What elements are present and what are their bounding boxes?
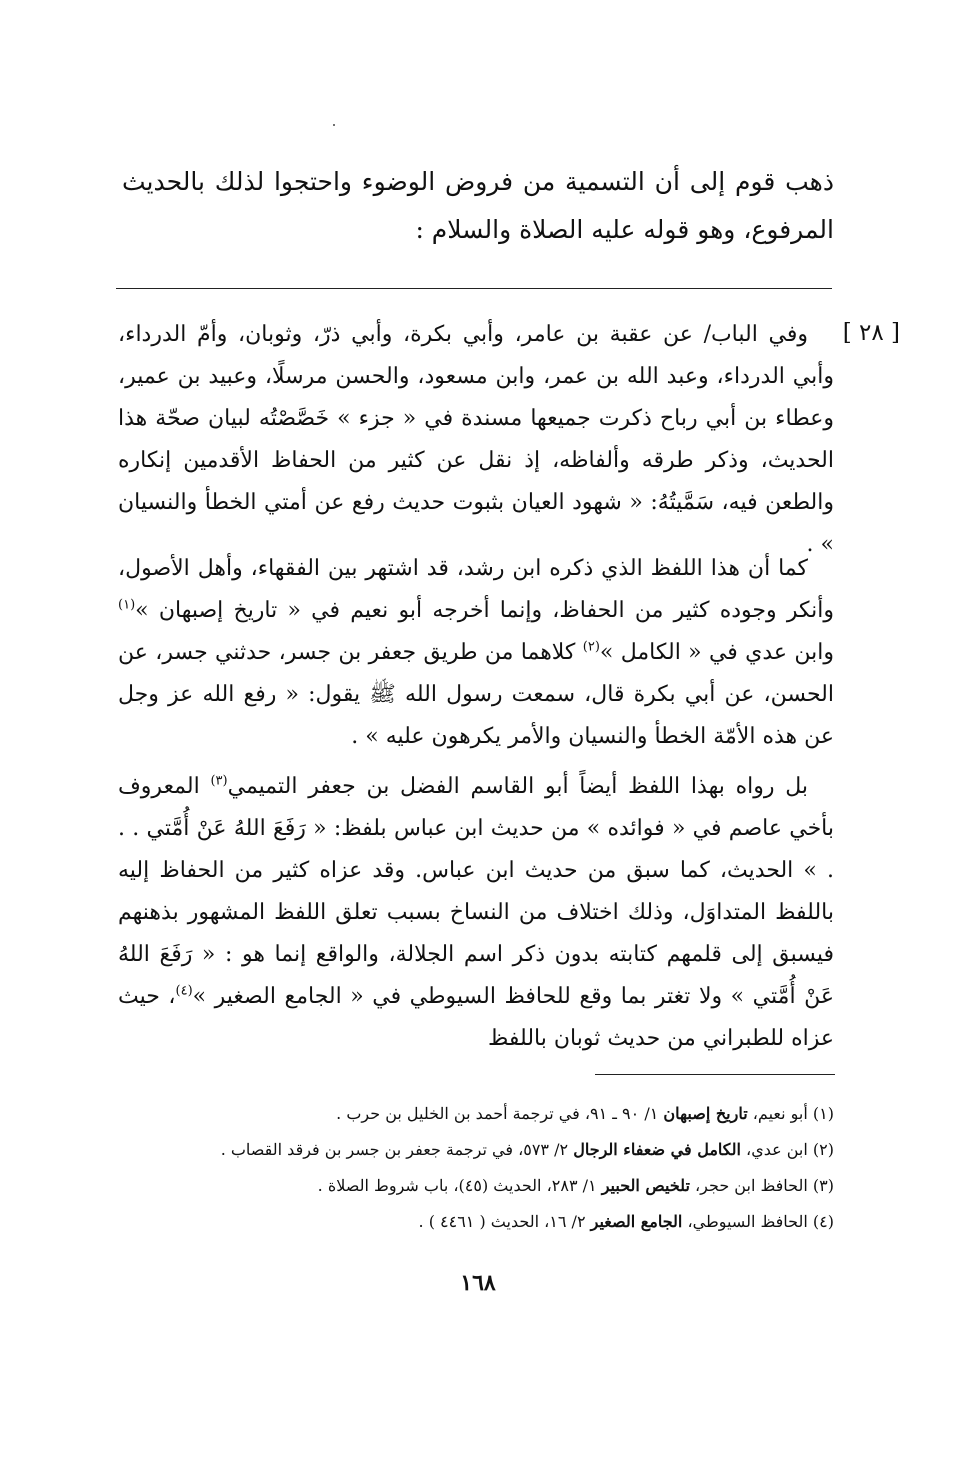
footnote-3-pre: (٣) الحافظ ابن حجر، — [689, 1176, 834, 1195]
section-divider — [116, 288, 832, 289]
footnote-ref-1: (١) — [118, 597, 136, 613]
footnote-3-title: تلخيص الحبير — [601, 1176, 690, 1195]
footnote-2-title: الكامل في ضعفاء الرجال — [573, 1140, 741, 1159]
hadith-number: [ ٢٨ ] — [842, 320, 900, 346]
intro-paragraph: ذهب قوم إلى أن التسمية من فروض الوضوء واحتجوا لذلك بالحديث المرفوع، وهو قوله عليه الصلاة والسلام : — [122, 167, 834, 244]
footnote-3 — [118, 1168, 834, 1204]
footnote-4-pre: (٤) الحافظ السيوطي، — [682, 1212, 834, 1231]
footnote-1-post: ١/ ٩٠ ـ ٩١، في ترجمة أحمد بن الخليل بن حرب . — [336, 1104, 664, 1123]
paragraph-3-text-c: ، حيث عزاه للطبراني من حديث ثوبان باللفظ — [118, 984, 834, 1051]
ink-speck — [333, 124, 335, 126]
footnote-4-title: الجامع الصغير — [590, 1212, 683, 1231]
footnotes — [118, 1096, 834, 1240]
footnote-divider — [595, 1074, 835, 1075]
footnote-ref-2: (٢) — [582, 639, 600, 655]
paragraph-3-text-a: بل رواه بهذا اللفظ أيضاً أبو القاسم الفضل بن جعفر التميمي — [227, 774, 808, 799]
footnote-2 — [118, 1132, 834, 1168]
footnote-1 — [118, 1096, 834, 1132]
paragraph-3 — [118, 766, 834, 1060]
footnote-2-post: ٢/ ٥٧٣، في ترجمة جعفر بن جسر بن فرقد القصاب . — [220, 1140, 574, 1159]
footnote-2-pre: (٢) ابن عدي، — [740, 1140, 834, 1159]
page-number: ١٦٨ — [460, 1270, 496, 1296]
footnote-ref-4: (٤) — [175, 983, 193, 999]
footnote-ref-3: (٣) — [210, 773, 228, 789]
paragraph-2-text-a: كما أن هذا اللفظ الذي ذكره ابن رشد، قد اشتهر بين الفقهاء، وأهل الأصول، وأنكر وجوده كثير من الحفاظ، وإنما أخرجه أبو نعيم في « تاريخ إصبهان » — [118, 556, 834, 623]
paragraph-1 — [118, 314, 834, 566]
footnote-4 — [118, 1204, 834, 1240]
paragraph-3-text-b: المعروف بأخي عاصم في « فوائده » من حديث ابن عباس بلفظ: « رَفَعَ اللهُ عَنْ أُمَّتي . . . » الحديث، كما سبق من حديث ابن عباس. وقد عزاه كثير من الحفاظ إليه باللفظ المتداوَل، وذلك اختلاف من النساخ بسبب تعلق اللفظ المشهور بذهنهم فيسبق إلى قلمهم كتابته بدون ذكر اسم الجلالة، والواقع إنما هو : « رَفَعَ اللهُ عَنْ أُمَّتي » ولا تغتر بما وقع للحافظ السيوطي في « الجامع الصغير » — [118, 774, 834, 1009]
footnote-1-pre: (١) أبو نعيم، — [747, 1104, 834, 1123]
paragraph-2-text-b: وابن عدي في « الكامل » — [599, 640, 834, 665]
paragraph-2-text-c: كلاهما من طريق جعفر بن جسر، حدثني جسر، عن الحسن، عن أبي بكرة قال، سمعت رسول الله ﷺ يقول: « رفع الله عز وجل عن هذه الأمّة الخطأ والنسيان والأمر يكرهون عليه » . — [118, 640, 834, 749]
footnote-1-title: تاريخ إصبهان — [663, 1104, 748, 1123]
footnote-3-post: ١/ ٢٨٣، الحديث (٤٥)، باب شروط الصلاة . — [317, 1176, 602, 1195]
paragraph-1-text: وفي الباب/ عن عقبة بن عامر، وأبي بكرة، وأبي ذرّ، وثوبان، وأمّ الدرداء، وأبي الدرداء، وعبد الله بن عمر، وابن مسعود، والحسن مرسلًا، وعبيد بن عمير، وعطاء بن أبي رباح ذكرت جميعها مسندة في « جزء » خَصَّصْتُه لبيان صحّة هذا الحديث، وذكر طرقه وألفاظه، إذ نقل عن كثير من الحفاظ الأقدمين إنكاره والطعن فيه، سَمَّيتُهُ: « شهود العيان بثبوت حديث رفع عن أمتي الخطأ والنسيان » . — [118, 322, 834, 557]
footnote-4-post: ٢/ ١٦، الحديث ( ٤٤٦١ ) . — [418, 1212, 591, 1231]
paragraph-2 — [118, 548, 834, 758]
